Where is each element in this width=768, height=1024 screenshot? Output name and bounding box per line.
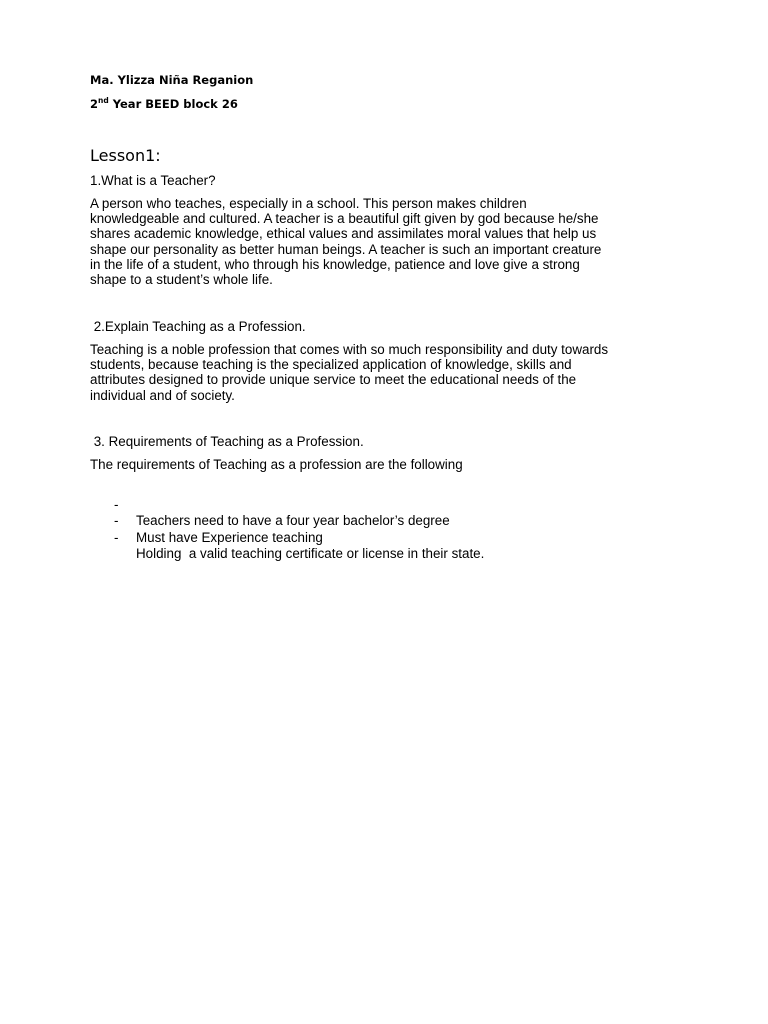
requirements-list [90, 480, 485, 561]
answer-2-line: attributes designed to provide unique service to meet the educational needs of the [90, 372, 577, 388]
answer-1-line: shares academic knowledge, ethical values and assimilates moral values that help us [90, 226, 597, 242]
question-1-heading: 1.What is a Teacher? [90, 173, 216, 188]
list-item-text: Teachers need to have a four year bachelor’s degree [136, 513, 450, 528]
year-block-line [90, 97, 238, 111]
dash-bullet: - [114, 496, 119, 512]
year-block-text: Year BEED block 26 [108, 97, 238, 111]
list-item [90, 480, 450, 528]
year-ordinal-suffix: nd [98, 96, 109, 106]
answer-1-line: knowledgeable and cultured. A teacher is a beautiful gift given by god because he/she [90, 211, 599, 227]
year-number: 2 [90, 97, 99, 111]
answer-1-paragraph [90, 196, 690, 287]
answer-1-line: shape our personality as better human beings. A teacher is such an important creature [90, 241, 602, 257]
list-item-text: Must have Experience teaching [136, 529, 323, 545]
question-3-intro: The requirements of Teaching as a profession are the following [90, 457, 463, 472]
answer-2-paragraph [90, 342, 690, 403]
lesson-title: Lesson1: [90, 146, 161, 165]
answer-1-line: shape to a student’s whole life. [90, 272, 273, 288]
question-2-heading: 2.Explain Teaching as a Profession. [90, 319, 306, 334]
answer-2-line: individual and of society. [90, 387, 235, 403]
list-item-text: Holding a valid teaching certificate or license in their state. [136, 546, 485, 561]
question-3-heading: 3. Requirements of Teaching as a Profession. [90, 434, 364, 449]
answer-2-line: Teaching is a noble profession that comes with so much responsibility and duty towards [90, 342, 609, 357]
dash-bullet: - [114, 529, 119, 545]
dash-bullet: - [114, 513, 119, 528]
answer-1-line: A person who teaches, especially in a school. This person makes children [90, 196, 527, 211]
answer-2-line: students, because teaching is the specialized application of knowledge, skills and [90, 357, 572, 373]
author-name: Ma. Ylizza Niña Reganion [90, 73, 254, 87]
answer-1-line: in the life of a student, who through his knowledge, patience and love give a strong [90, 256, 580, 272]
